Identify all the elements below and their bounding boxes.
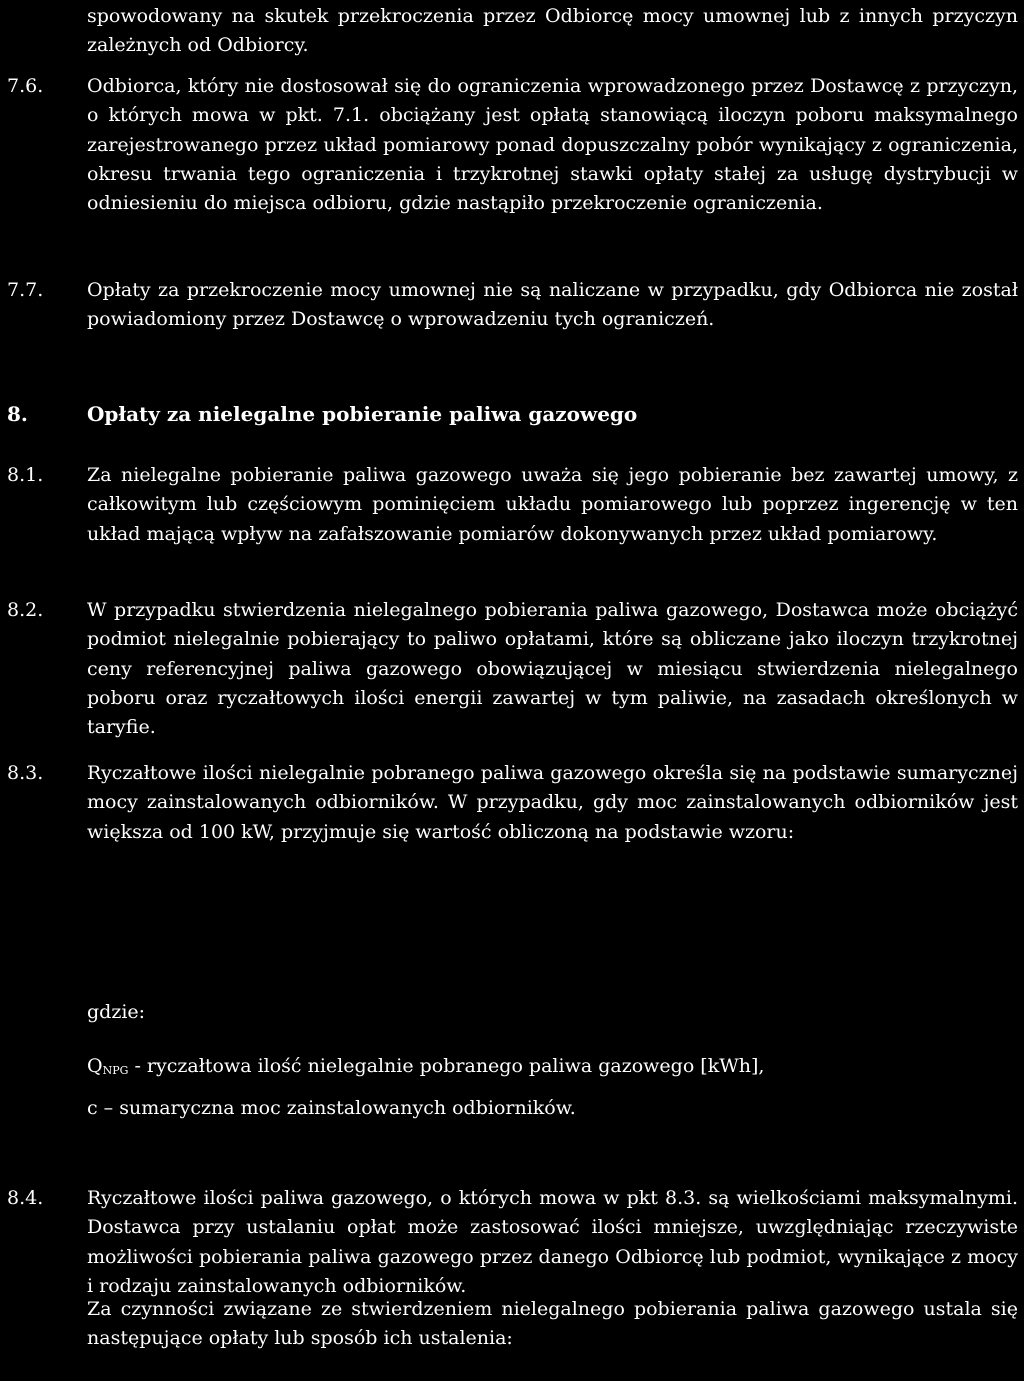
continuation-paragraph: spowodowany na skutek przekroczenia przez Odbiorcę mocy umownej lub z innych przyczyn zależnych od Odbiorcy. [87, 5, 1018, 57]
section-8-3-text: Ryczałtowe ilości nielegalnie pobranego paliwa gazowego określa się na podstawie sumarycznej mocy zainstalowanych odbiorników. W przypadku, gdy moc zainstalowanych odbiorników jest większa od 100 kW, przyjmuje się wartość obliczoną na podstawie wzoru: [87, 762, 1018, 843]
section-8-heading: Opłaty za nielegalne pobieranie paliwa gazowego [87, 402, 638, 426]
legend-q-symbol: Q [87, 1055, 103, 1077]
section-7-7-text: Opłaty za przekroczenie mocy umownej nie są naliczane w przypadku, gdy Odbiorca nie został powiadomiony przez Dostawcę o wprowadzeniu tych ograniczeń. [87, 279, 1018, 331]
section-7-6-number: 7.6. [7, 75, 44, 97]
section-8-3-number: 8.3. [7, 762, 44, 784]
section-8-4-extra-text: Za czynności związane ze stwierdzeniem nielegalnego pobierania paliwa gazowego ustala się następujące opłaty lub sposób ich ustalenia: [87, 1298, 1018, 1350]
legend-q-line [87, 1052, 764, 1085]
section-8-1-number: 8.1. [7, 464, 44, 486]
legend-q-subscript: NPG [102, 1064, 129, 1077]
legend-where-label: gdzie: [87, 1001, 146, 1023]
section-8-1-text: Za nielegalne pobieranie paliwa gazowego uważa się jego pobieranie bez zawartej umowy, z całkowitym lub częściowym pominięciem układu pomiarowego lub poprzez ingerencję w ten układ mającą wpływ na zafałszowanie pomiarów dokonywanych przez układ pomiarowy. [87, 464, 1018, 545]
section-8-4-text: Ryczałtowe ilości paliwa gazowego, o których mowa w pkt 8.3. są wielkościami maksymalnymi. Dostawca przy ustalaniu opłat może zastosować ilości mniejsze, uwzględniając rzeczywiste możliwości pobierania paliwa gazowego przez danego Odbiorcę lub podmiot, wynikające z mocy i rodzaju zainstalowanych odbiorników. [87, 1187, 1018, 1297]
section-7-6-text: Odbiorca, który nie dostosował się do ograniczenia wprowadzonego przez Dostawcę z przyczyn, o których mowa w pkt. 7.1. obciążany jest opłatą stanowiącą iloczyn poboru maksymalnego zarejestrowanego przez układ pomiarowy ponad dopuszczalny pobór wynikający z ograniczenia, okresu trwania tego ograniczenia i trzykrotnej stawki opłaty stałej za usługę dystrybucji w odniesieniu do miejsca odbioru, gdzie nastąpiło przekroczenie ograniczenia. [87, 75, 1018, 215]
section-8-number: 8. [7, 402, 28, 426]
legend-c-line: c – sumaryczna moc zainstalowanych odbiorników. [87, 1097, 576, 1119]
section-7-7-number: 7.7. [7, 279, 44, 301]
section-8-2-text: W przypadku stwierdzenia nielegalnego pobierania paliwa gazowego, Dostawca może obciążyć podmiot nielegalnie pobierający to paliwo opłatami, które są obliczane jako iloczyn trzykrotnej ceny referencyjnej paliwa gazowego obowiązującej w miesiącu stwierdzenia nielegalnego poboru oraz ryczałtowych ilości energii zawartej w tym paliwie, na zasadach określonych w taryfie. [87, 599, 1018, 739]
legend-q-description: - ryczałtowa ilość nielegalnie pobranego paliwa gazowego [kWh], [134, 1055, 765, 1077]
section-8-2-number: 8.2. [7, 599, 44, 621]
section-8-4-number: 8.4. [7, 1187, 44, 1209]
